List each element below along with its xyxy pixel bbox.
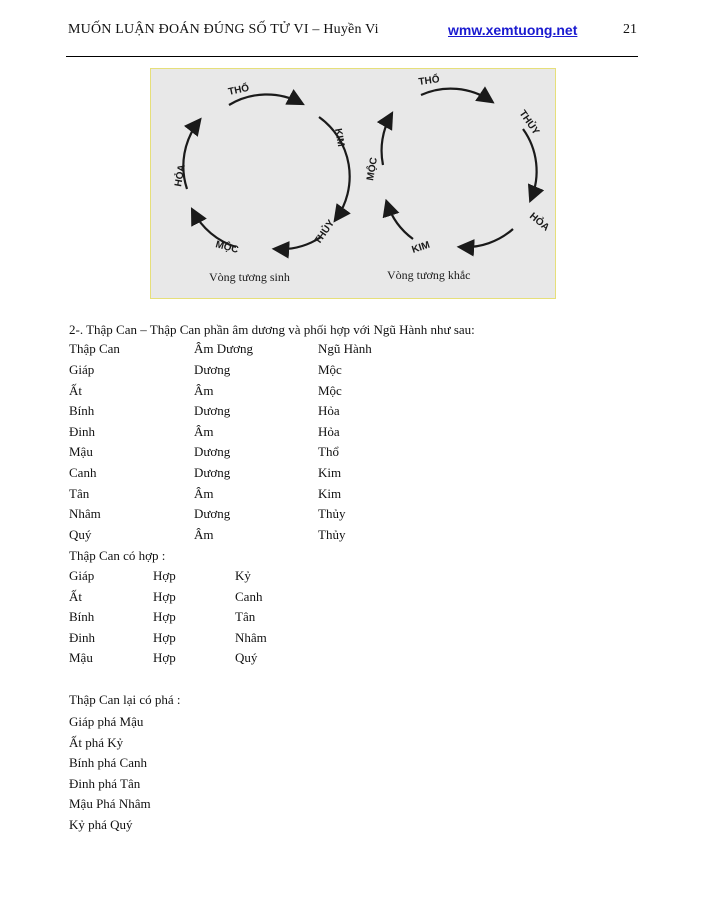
hop-row-cell: Bính: [69, 609, 95, 625]
arrow-earth-to-water: [421, 89, 491, 101]
arrow-earth-to-metal: [229, 94, 301, 105]
right-label-metal: KIM: [410, 239, 432, 256]
website-link[interactable]: wmw.xemtuong.net: [448, 22, 578, 38]
table-row-cell: Dương: [194, 403, 231, 419]
table-row-cell: Âm: [194, 526, 214, 542]
page-number: 21: [623, 22, 637, 37]
hop-row-cell: Kỷ: [235, 568, 251, 583]
pha-item: Giáp phá Mậu: [69, 714, 144, 729]
hop-title: Thập Can có hợp :: [69, 548, 166, 563]
arrow-wood-to-earth: [382, 115, 391, 165]
left-label-wood: MỘC: [214, 239, 240, 256]
header-rule: [66, 56, 638, 57]
pha-item: Bính phá Canh: [69, 755, 147, 771]
table-row-cell: Tân: [69, 485, 90, 501]
table-row-cell: Mậu: [69, 444, 93, 460]
table-header-row-cell: Ngũ Hành: [318, 341, 372, 356]
table-row-cell: Mộc: [318, 382, 342, 398]
hop-row-cell: Hợp: [153, 609, 176, 625]
pha-item: Kỷ phá Quý: [69, 817, 133, 832]
hop-row-cell: Quý: [235, 650, 258, 666]
table-row-cell: Kim: [318, 485, 342, 501]
document-title: MUỐN LUẬN ĐOÁN ĐÚNG SỐ TỬ VI – Huyền Vi: [68, 22, 379, 37]
left-caption: Vòng tương sinh: [209, 270, 290, 284]
table-header-row-cell: Thập Can: [69, 341, 120, 356]
hop-row-cell: Hợp: [153, 650, 176, 666]
table-row-cell: Bính: [69, 403, 95, 419]
arrow-fire-to-metal: [461, 229, 513, 247]
right-label-fire: HỎA: [527, 210, 552, 234]
hop-row-cell: Ất: [69, 588, 82, 604]
left-label-fire: HỎA: [173, 163, 188, 188]
arrow-fire-to-earth: [183, 121, 199, 189]
table-row-cell: Âm: [194, 485, 214, 501]
left-label-metal: KIM: [332, 127, 347, 148]
table-row-cell: Dương: [194, 465, 231, 480]
table-row-cell: Đinh: [69, 423, 95, 439]
pha-item: Ất phá Kỷ: [69, 734, 124, 750]
pha-item: Đinh phá Tân: [69, 775, 141, 791]
left-label-water: THỦY: [312, 218, 338, 247]
hop-row-cell: Hợp: [153, 629, 176, 645]
table-row-cell: Quý: [69, 526, 92, 542]
table-row-cell: Thủy: [318, 506, 346, 522]
hop-row-cell: Mậu: [69, 650, 93, 666]
arrow-water-to-fire: [523, 129, 537, 199]
pha-item: Mậu Phá Nhâm: [69, 796, 151, 812]
table-row-cell: Dương: [194, 362, 231, 377]
hop-row-cell: Hợp: [153, 568, 176, 583]
table-row-cell: Giáp: [69, 362, 95, 377]
table-row-cell: Nhâm: [69, 506, 101, 522]
pha-title: Thập Can lại có phá :: [69, 692, 181, 707]
arrow-metal-to-wood: [387, 203, 413, 239]
right-label-earth: THỔ: [417, 74, 441, 88]
hop-row-cell: Nhâm: [235, 629, 267, 645]
five-elements-figure: [150, 68, 556, 299]
right-label-wood: MỘC: [365, 156, 381, 182]
table-row-cell: Âm: [194, 423, 214, 439]
right-label-water: THỦY: [516, 108, 542, 138]
hop-row-cell: Canh: [235, 588, 263, 604]
table-row-cell: Dương: [194, 444, 231, 460]
hop-row-cell: Giáp: [69, 568, 95, 583]
table-row-cell: Ất: [69, 382, 82, 398]
table-row-cell: Canh: [69, 465, 97, 480]
hop-row-cell: Đinh: [69, 629, 95, 645]
table-row-cell: Dương: [194, 506, 231, 522]
table-row-cell: Thổ: [318, 444, 339, 460]
table-row-cell: Kim: [318, 465, 342, 480]
right-caption: Vòng tương khắc: [387, 268, 471, 282]
hop-row-cell: Hợp: [153, 588, 176, 604]
section-intro: 2-. Thập Can – Thập Can phần âm dương và phối hợp với Ngũ Hành như sau:: [69, 322, 475, 337]
hop-row-cell: Tân: [235, 609, 256, 625]
table-row-cell: Âm: [194, 382, 214, 398]
table-row-cell: Hỏa: [318, 423, 340, 439]
table-header-row-cell: Âm Dương: [194, 341, 254, 356]
table-row-cell: Hỏa: [318, 403, 340, 419]
overcoming-cycle-diagram: [382, 89, 537, 248]
table-row-cell: Mộc: [318, 362, 342, 377]
table-row-cell: Thủy: [318, 526, 346, 542]
left-label-earth: THỔ: [227, 82, 251, 98]
page-header: [68, 22, 637, 44]
